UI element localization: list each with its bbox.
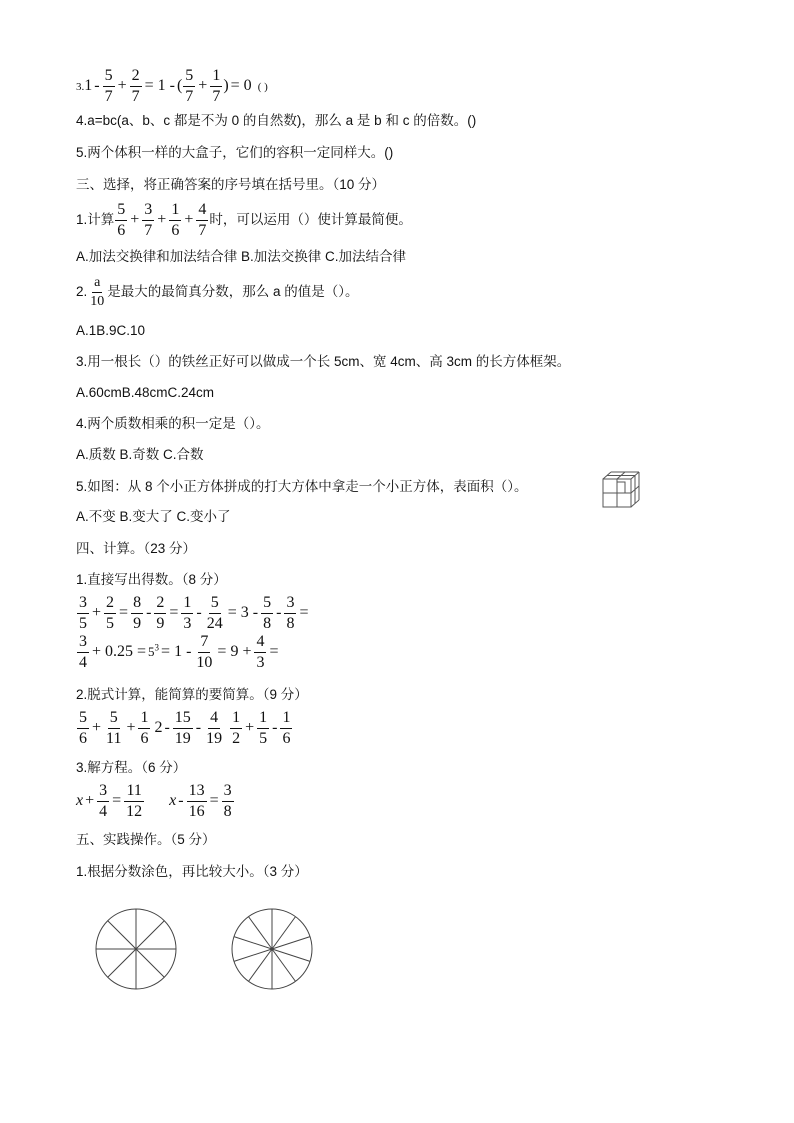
operator: 3 -: [240, 604, 259, 622]
fraction: $\frac{8}{9}$: [133, 594, 142, 632]
choice-q5-options: A.不变 B.变大了 C.变小了: [76, 509, 231, 524]
circle-division-line: [272, 949, 296, 981]
fraction: $\frac{15}{19}$: [174, 709, 191, 747]
operator: 9 +: [230, 643, 252, 661]
circle-division-line: [234, 937, 272, 949]
operator: 1 -: [174, 643, 192, 661]
direct-calc-row1: $\frac{3}{5}$ + $\frac{2}{5}$ = $\frac{8}{9}$ - $\frac{2}{9}$ = $\frac{1}{3}$ - $\frac{5}{24}$ = 3 - $\frac{5}{8}$ - $\frac{3}{8}$ =: [79, 594, 309, 632]
calc-q1: 1.直接写出得数。（8 分）: [76, 572, 227, 587]
fraction: $\frac{2}{9}$: [156, 594, 165, 632]
direct-calc-row2: $\frac{3}{4}$ + $0.25 = 5^3 = 1$ - $\frac{7}{10}$ = 9 + $\frac{4}{3}$ =: [79, 633, 279, 671]
variable-x: x: [76, 792, 84, 810]
operator: + 0.25 =: [92, 643, 147, 661]
fraction: $\frac{5}{8}$: [263, 594, 272, 632]
choice-q5: 5.如图：从 8 个小正方体拼成的打大方体中拿走一个小正方体，表面积（）。: [76, 479, 528, 494]
fraction: $\frac{2}{5}$: [106, 594, 115, 632]
circle-division-line: [234, 949, 272, 961]
fraction: $\frac{3}{8}$: [286, 594, 295, 632]
circle-10-parts[interactable]: [230, 907, 314, 991]
fraction: $\frac{3}{8}$: [223, 782, 232, 820]
fraction: $\frac{3}{4}$: [79, 633, 87, 671]
fraction: $\frac{5}{11}$: [106, 709, 122, 747]
fraction: $\frac{5}{7}$: [104, 67, 113, 105]
fraction: $\frac{3}{7}$: [144, 201, 153, 239]
choice-q1: 1.计算 $\frac{5}{6}$ + $\frac{3}{7}$ + $\frac{1}{6}$ + $\frac{4}{7}$ 时，可以运用（）使计算最简便。: [76, 201, 412, 239]
section4-title: 四、计算。（23 分）: [76, 541, 197, 556]
fraction: $\frac{5}{6}$: [79, 709, 87, 747]
circle-division-line: [136, 949, 164, 977]
circle-8-parts[interactable]: [94, 907, 178, 991]
fraction: $\frac{1}{2}$: [232, 709, 241, 747]
calc-q3: 3.解方程。（6 分）: [76, 760, 187, 775]
fraction: $\frac{5}{24}$: [206, 594, 223, 632]
fraction: $\frac{3}{4}$: [99, 782, 108, 820]
circle-division-line: [108, 949, 136, 977]
section5-title: 五、实践操作。（5 分）: [76, 832, 216, 847]
circle-division-line: [108, 921, 136, 949]
fraction: $\frac{1}{5}$: [259, 709, 268, 747]
choice-q1-options: A.加法交换律和加法结合律 B.加法交换律 C.加法结合律: [76, 249, 407, 264]
circle-division-line: [248, 949, 272, 981]
fraction: $\frac{7}{10}$: [196, 633, 213, 671]
circle-division-line: [272, 937, 310, 949]
circle-division-line: [248, 917, 272, 949]
circle-division-line: [272, 917, 296, 949]
choice-q3-options: A.60cmB.48cmC.24cm: [76, 385, 215, 400]
fraction: $\frac{1}{3}$: [183, 594, 192, 632]
fraction: $\frac{2}{7}$: [131, 67, 140, 105]
equation-row: x + $\frac{3}{4}$ = $\frac{11}{12}$ x - $\frac{13}{16}$ = $\frac{3}{8}$: [76, 782, 232, 820]
choice-q2: [76, 276, 359, 309]
judge-q4: 4.a=bc(a、b、c 都是不为 0 的自然数)，那么 a 是 b 和 c 的倍数。(): [76, 113, 477, 128]
judge-q5: 5.两个体积一样的大盒子，它们的容积一定同样大。(): [76, 145, 394, 160]
fraction: $\frac{4}{3}$: [256, 633, 265, 671]
fraction-a-over-10: $\frac{a}{10}$: [90, 275, 105, 309]
calc-q2: 2.脱式计算，能简算的要简算。（9 分）: [76, 687, 308, 702]
section3-title: 三、选择，将正确答案的序号填在括号里。（10 分）: [76, 177, 386, 192]
fraction: $\frac{5}{6}$: [117, 201, 126, 239]
fraction: $\frac{11}{12}$: [126, 782, 143, 820]
q-text: 时，可以运用（）使计算最简便。: [209, 212, 412, 228]
q-number: 3.: [76, 81, 85, 94]
q-number: 2.: [76, 284, 88, 300]
step-calc-row: $\frac{5}{6}$ + $\frac{5}{11}$ + $\frac{1}{6}$ 2 - $\frac{15}{19}$ - $\frac{4}{19}$ $\frac{1}{2}$ + $\frac{1}{5}$ - $\frac{1}{6}$: [79, 709, 291, 747]
choice-q4-options: A.质数 B.奇数 C.合数: [76, 447, 204, 462]
fraction: $\frac{1}{6}$: [140, 709, 149, 747]
q-text: 是最大的最简真分数，那么 a 的值是（）。: [107, 284, 359, 300]
fraction: $\frac{1}{6}$: [171, 201, 180, 239]
fraction: $\frac{13}{16}$: [188, 782, 205, 820]
answer-blank[interactable]: ( ): [257, 81, 268, 94]
circle-division-line: [136, 921, 164, 949]
number: 1: [84, 77, 93, 95]
fraction: $\frac{4}{7}$: [198, 201, 207, 239]
power: $5^3$: [148, 642, 160, 660]
fraction: $\frac{1}{6}$: [282, 709, 291, 747]
choice-q2-options: A.1B.9C.10: [76, 323, 146, 338]
choice-q4: 4.两个质数相乘的积一定是（）。: [76, 416, 270, 431]
operator: = 1 -: [144, 77, 175, 95]
operator: = 0: [230, 77, 252, 95]
fraction: $\frac{3}{5}$: [79, 594, 87, 632]
fraction: $\frac{1}{7}$: [212, 67, 221, 105]
variable-x: x: [169, 792, 177, 810]
practice-q1: 1.根据分数涂色，再比较大小。（3 分）: [76, 864, 308, 879]
fraction: $\frac{5}{7}$: [185, 67, 194, 105]
cube-figure-icon: [600, 470, 642, 510]
circle-division-line: [272, 949, 310, 961]
choice-q3: 3.用一根长（）的铁丝正好可以做成一个长 5cm、宽 4cm、高 3cm 的长方体框架。: [76, 354, 571, 369]
fraction: $\frac{4}{19}$: [206, 709, 223, 747]
q-text: 1.计算: [76, 212, 115, 228]
judge-q3: 3.1 - $\frac{5}{7}$ + $\frac{2}{7}$ = 1 - ( $\frac{5}{7}$ + $\frac{1}{7}$ ) = 0 ( ): [76, 67, 268, 105]
